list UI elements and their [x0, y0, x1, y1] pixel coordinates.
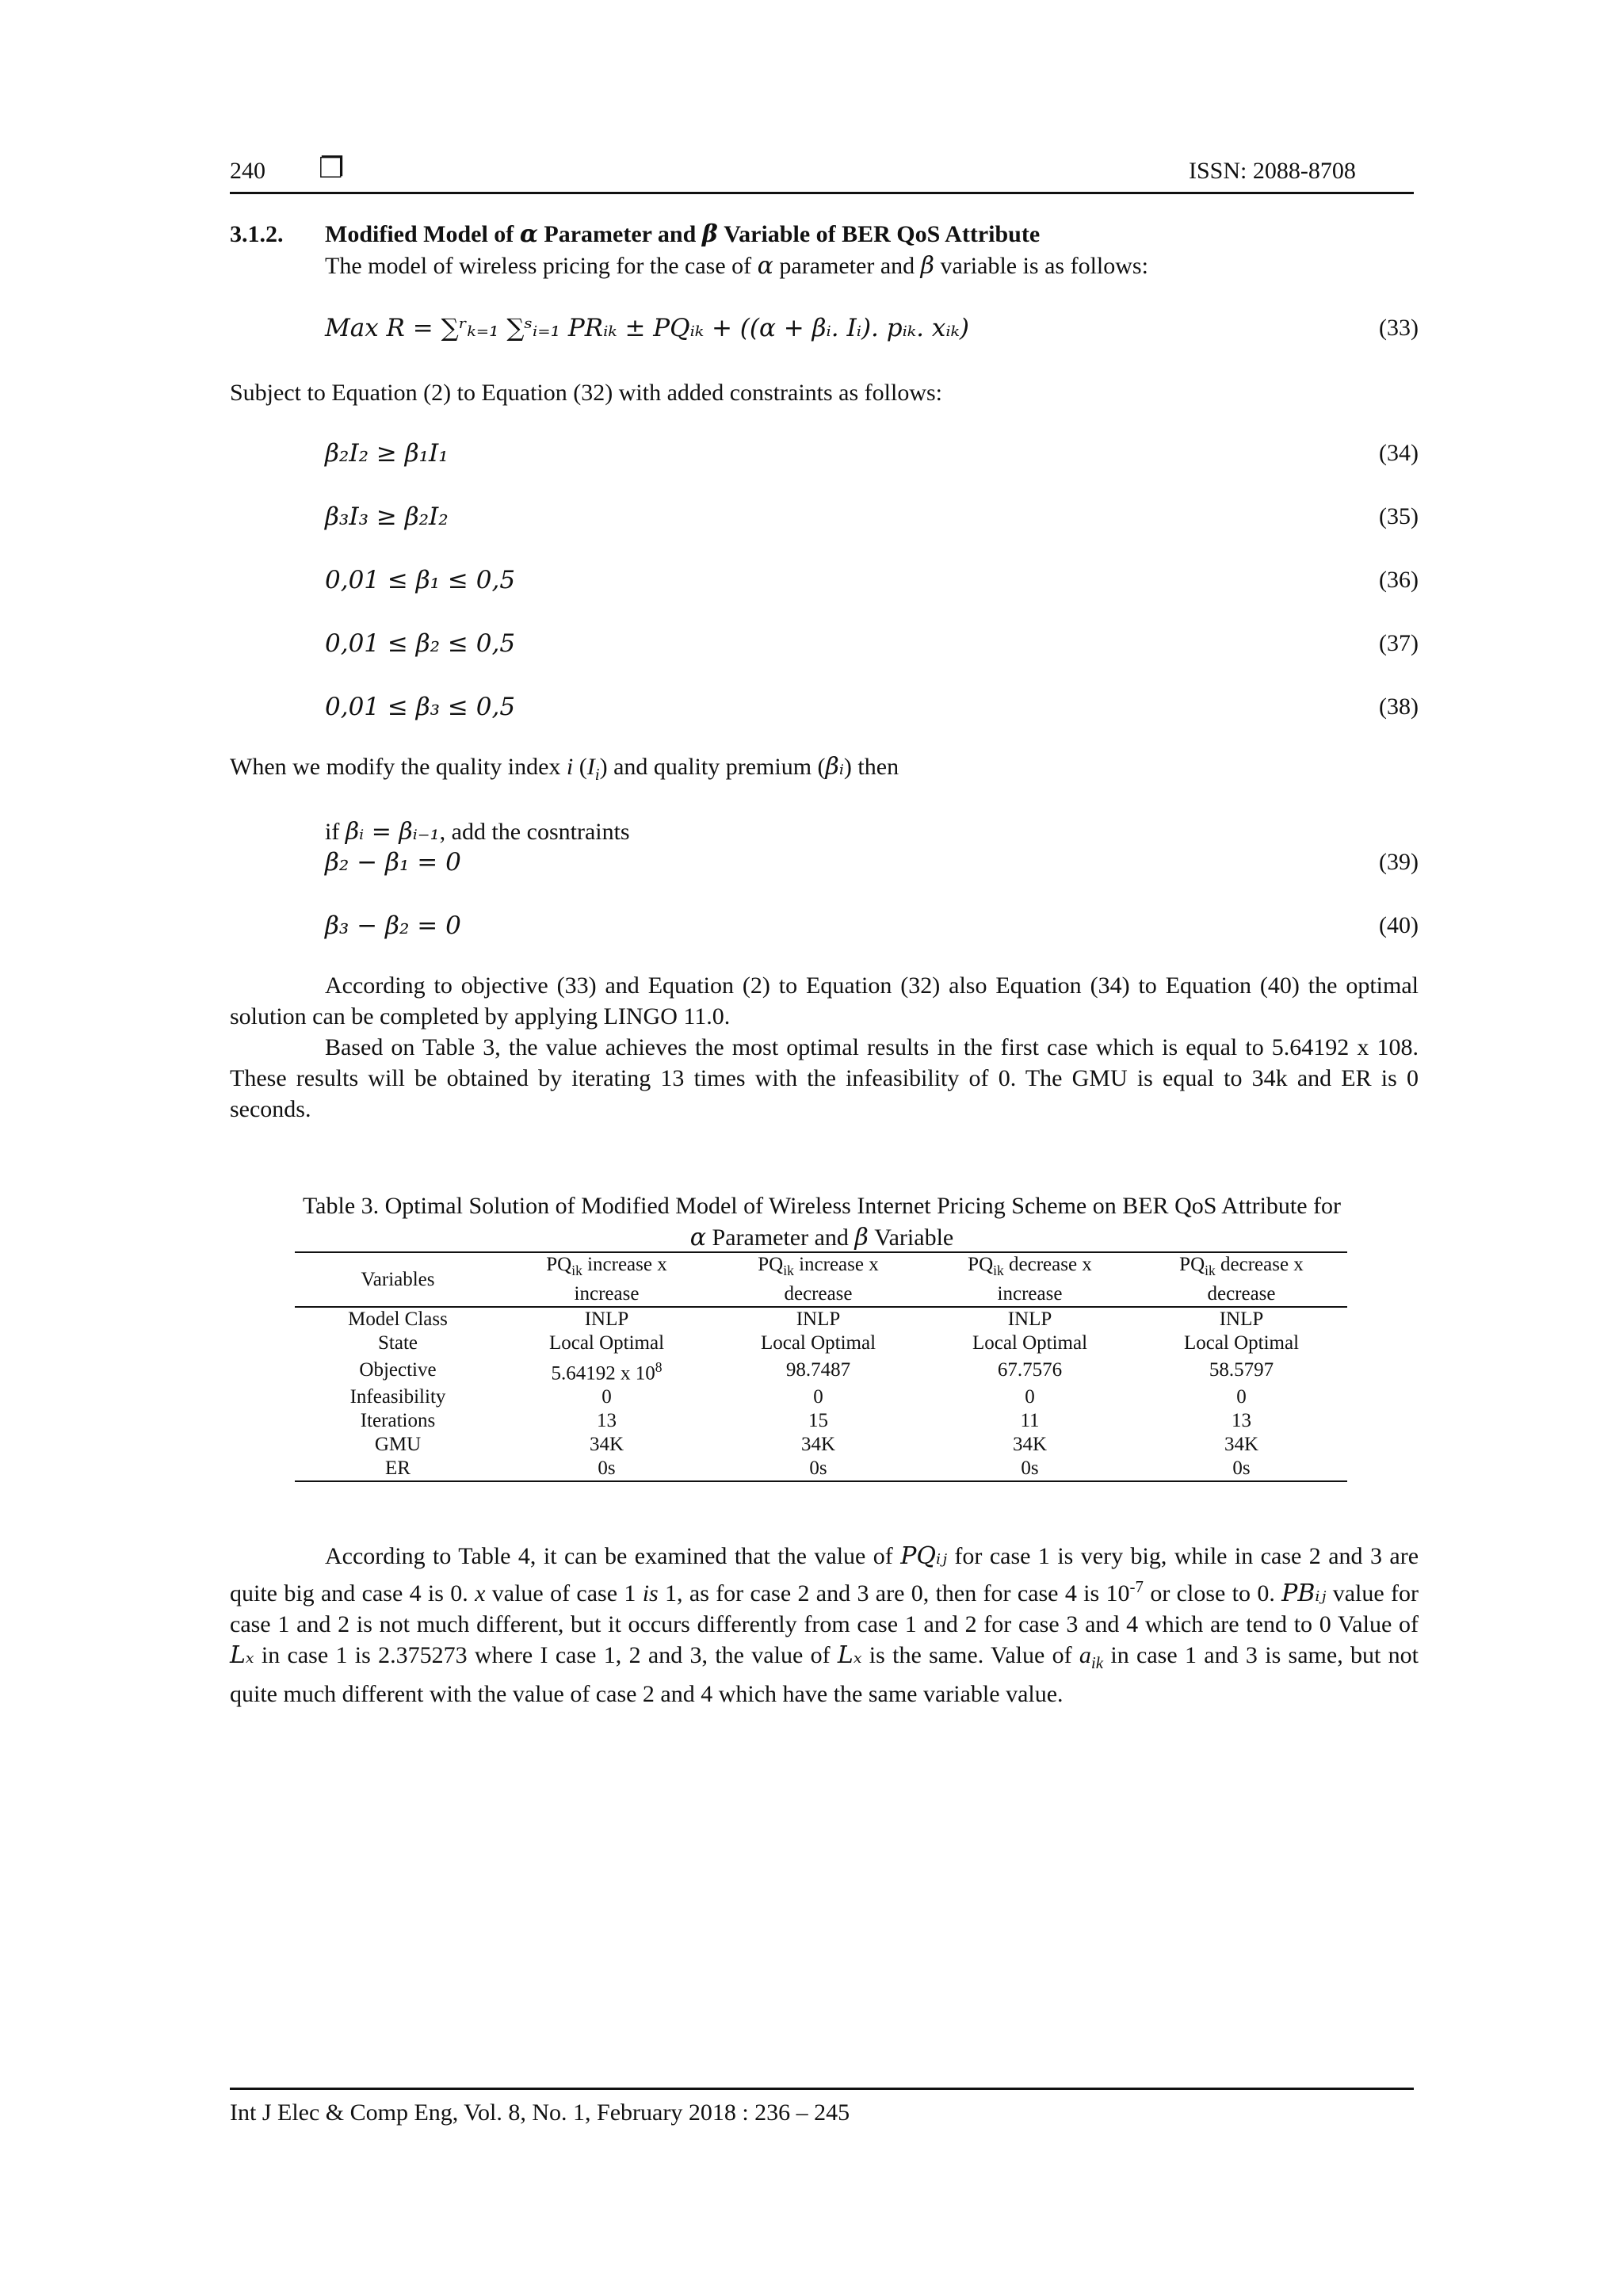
table-row	[295, 1433, 1347, 1457]
header-col-2-pq: PQ	[758, 1254, 784, 1275]
equation-38-number: (38)	[1379, 693, 1419, 720]
table-cell: 0s	[501, 1457, 712, 1481]
modify-beta-i: βᵢ	[825, 753, 844, 781]
p3-t2: for case 1 is very big, while in case 2 and 3 are quite big and case 4 is 0.	[230, 1543, 1419, 1606]
table-cell: 0s	[712, 1457, 924, 1481]
equation-37-number: (37)	[1379, 630, 1419, 656]
table-row	[295, 1457, 1347, 1481]
section-intro	[325, 250, 1148, 282]
modify-part4: ) then	[843, 754, 899, 780]
header-col-4-line1: decrease x	[1215, 1254, 1304, 1275]
table-cell: 13	[597, 1410, 617, 1432]
table-cell: 0	[1025, 1386, 1035, 1408]
table-caption-line1: Table 3. Optimal Solution of Modified Model of Wireless Internet Pricing Scheme on BER QoS Attribute for	[302, 1193, 1342, 1219]
header-variables: Variables	[295, 1253, 501, 1307]
p3-t9: in case 1 and 3 is same, but not quite much different with the value of case 2 and 4 which have the same variable value.	[230, 1642, 1419, 1707]
table-cell: INLP	[1007, 1308, 1052, 1330]
equation-36-number: (36)	[1379, 567, 1419, 593]
footer-rule	[230, 2088, 1414, 2090]
if-sentence	[325, 816, 630, 848]
table-cell: INLP	[796, 1308, 841, 1330]
table-row	[295, 1331, 1347, 1355]
p3-Lx-2: Lₓ	[837, 1641, 862, 1669]
row-label: State	[378, 1332, 418, 1354]
row-label: Iterations	[360, 1410, 436, 1432]
table-cell: INLP	[584, 1308, 629, 1330]
if-part2: , add the cosntraints	[439, 819, 630, 845]
equation-38	[0, 690, 1623, 724]
header-col-2-line2: decrease	[784, 1283, 853, 1305]
header-col-3-line1: decrease x	[1003, 1254, 1092, 1275]
subject-to-text: Subject to Equation (2) to Equation (32) with added constraints as follows:	[230, 380, 943, 406]
p3-t1: According to Table 4, it can be examined that the value of	[325, 1543, 901, 1569]
table-cell: 0	[1236, 1386, 1247, 1408]
results-table	[295, 1253, 1347, 1482]
modify-part3: ) and quality premium (	[599, 754, 826, 780]
issn: ISSN: 2088-8708	[1189, 158, 1356, 184]
table-row	[295, 1355, 1347, 1385]
table-row	[295, 1307, 1347, 1331]
p3-a: a	[1079, 1642, 1091, 1668]
table-cell: Local Optimal	[1183, 1332, 1300, 1354]
section-title	[325, 219, 1040, 250]
header-col-2	[712, 1253, 924, 1307]
table-caption-alpha: α	[689, 1224, 707, 1251]
section-intro-part2: parameter and	[773, 253, 921, 279]
equation-37	[0, 626, 1623, 661]
table-cell: 0	[601, 1386, 612, 1408]
equation-40	[0, 908, 1623, 943]
row-label: Objective	[359, 1359, 437, 1381]
p3-a-sub: ik	[1090, 1653, 1104, 1672]
p3-exponent: -7	[1129, 1577, 1144, 1596]
table-cell: Local Optimal	[548, 1332, 665, 1354]
if-part1: if	[325, 819, 346, 845]
footer-citation: Int J Elec & Comp Eng, Vol. 8, No. 1, February 2018 : 236 – 245	[230, 2099, 850, 2126]
section-intro-alpha: α	[757, 252, 773, 280]
equation-39-formula: β₂ − β₁ = 0	[325, 848, 461, 877]
equation-33-formula: Max R = ∑ʳₖ₌₁ ∑ˢᵢ₌₁ PRᵢₖ ± PQᵢₖ + ((α + βᵢ. Iᵢ). pᵢₖ. xᵢₖ)	[325, 314, 969, 342]
header-col-2-sub: ik	[783, 1263, 794, 1278]
p3-Lx-1: Lₓ	[230, 1641, 254, 1669]
equation-40-number: (40)	[1379, 912, 1419, 938]
modify-part2: (	[573, 754, 587, 780]
table-cell: INLP	[1219, 1308, 1264, 1330]
equation-40-formula: β₃ − β₂ = 0	[325, 911, 461, 940]
equation-39	[0, 845, 1623, 880]
p3-PQij: PQᵢⱼ	[900, 1542, 947, 1570]
p3-t3: value of case 1	[485, 1580, 643, 1606]
equation-35-formula: β₃I₃ ≥ β₂I₂	[325, 502, 449, 531]
paragraph-1: According to objective (33) and Equation (2) to Equation (32) also Equation (34) to Equation (40) the optimal solution can be completed by applying LINGO 11.0.	[230, 972, 1419, 1030]
modify-i: i	[566, 754, 574, 780]
p3-PBij: PBᵢⱼ	[1281, 1580, 1327, 1607]
equation-35	[0, 499, 1623, 534]
page-number: 240	[230, 158, 265, 184]
header-col-1	[501, 1253, 712, 1307]
modify-part1: When we modify the quality index	[230, 754, 567, 780]
p3-t5: or close to 0.	[1144, 1580, 1282, 1606]
section-number: 3.1.2.	[230, 221, 284, 247]
table-cell: 34K	[800, 1434, 836, 1456]
table-caption-beta: β	[854, 1224, 869, 1251]
table-cell	[501, 1355, 712, 1385]
header-col-1-pq: PQ	[546, 1254, 572, 1275]
header-col-1-line2: increase	[574, 1283, 640, 1305]
paragraph-2: Based on Table 3, the value achieves the most optimal results in the first case which is equal to 5.64192 x 108. These results will be obtained by iterating 13 times with the infeasibility of 0. The GMU is equal to 34k and ER is 0 seconds.	[230, 1034, 1419, 1122]
table-cell: 67.7576	[997, 1359, 1063, 1381]
results-table-wrap	[295, 1251, 1347, 1482]
modify-Ii: I	[586, 754, 595, 780]
equation-34	[0, 436, 1623, 471]
table-caption-end: Variable	[868, 1224, 954, 1251]
equation-37-formula: 0,01 ≤ β₂ ≤ 0,5	[325, 629, 516, 658]
table-caption-mid: Parameter and	[706, 1224, 855, 1251]
row-label: ER	[295, 1457, 501, 1481]
objective-value-1-exponent: 8	[655, 1359, 663, 1375]
equation-36-formula: 0,01 ≤ β₁ ≤ 0,5	[325, 566, 516, 594]
header-col-3-sub: ik	[993, 1263, 1004, 1278]
row-label: Model Class	[348, 1308, 448, 1330]
section-title-beta: β	[701, 220, 718, 248]
table-cell: 58.5797	[1209, 1359, 1274, 1381]
row-label: GMU	[374, 1434, 422, 1456]
table-cell: 15	[808, 1410, 828, 1432]
header-col-1-line1: increase x	[582, 1254, 667, 1275]
equation-38-formula: 0,01 ≤ β₃ ≤ 0,5	[325, 693, 516, 721]
header-col-4-sub: ik	[1205, 1263, 1216, 1278]
header-col-2-line1: increase x	[793, 1254, 879, 1275]
header-col-4-pq: PQ	[1179, 1254, 1205, 1275]
table-caption	[230, 1190, 1414, 1254]
section-title-part3: Variable of BER QoS Attribute	[717, 221, 1041, 247]
section-title-part1: Modified Model of	[325, 221, 520, 247]
modify-Ii-sub: i	[594, 765, 600, 784]
header-col-4-line2: decrease	[1207, 1283, 1276, 1305]
if-math: βᵢ = βᵢ₋₁	[345, 818, 440, 846]
table-cell: Local Optimal	[760, 1332, 876, 1354]
header-col-3	[924, 1253, 1136, 1307]
header-rule	[230, 192, 1414, 194]
section-intro-beta: β	[920, 252, 934, 280]
table-cell: 0s	[1136, 1457, 1347, 1481]
table-cell: Local Optimal	[972, 1332, 1088, 1354]
table-cell: 34K	[1012, 1434, 1048, 1456]
table-cell: 34K	[1224, 1434, 1259, 1456]
header-col-4	[1136, 1253, 1347, 1307]
table-cell: 34K	[589, 1434, 624, 1456]
table-cell: 0s	[924, 1457, 1136, 1481]
table-cell: 13	[1232, 1410, 1251, 1432]
square-icon: ❐	[319, 152, 345, 185]
table-cell: 0	[813, 1386, 823, 1408]
table-row	[295, 1409, 1347, 1433]
table-cell: 98.7487	[785, 1359, 851, 1381]
equation-36	[0, 563, 1623, 598]
table-caption-line2	[230, 1222, 1414, 1254]
equation-34-number: (34)	[1379, 440, 1419, 466]
header-col-3-pq: PQ	[968, 1254, 994, 1275]
section-title-alpha: α	[519, 220, 538, 248]
modify-sentence	[230, 751, 899, 790]
equation-33-number: (33)	[1379, 315, 1419, 341]
equation-35-number: (35)	[1379, 503, 1419, 529]
paragraph-3	[230, 1541, 1419, 1710]
p3-t8: is the same. Value of	[861, 1642, 1079, 1668]
p3-x: x	[475, 1580, 486, 1606]
p3-is: is	[642, 1580, 659, 1606]
p3-t6: value for case 1 and 2 is not much different, but it occurs differently from case 1 and 2 for case 3 and 4 which are tend to 0 Value of	[230, 1580, 1419, 1637]
table-header-row	[295, 1253, 1347, 1307]
header-col-3-line2: increase	[997, 1283, 1063, 1305]
table-cell: 11	[1020, 1410, 1040, 1432]
table-row	[295, 1385, 1347, 1409]
equation-34-formula: β₂I₂ ≥ β₁I₁	[325, 439, 449, 468]
section-title-part2: Parameter and	[537, 221, 702, 247]
equation-39-number: (39)	[1379, 849, 1419, 875]
header-col-1-sub: ik	[571, 1263, 582, 1278]
p3-t4: 1, as for case 2 and 3 are 0, then for case 4 is 10	[658, 1580, 1130, 1606]
row-label: Infeasibility	[349, 1386, 446, 1408]
p3-t7: in case 1 is 2.375273 where I case 1, 2 and 3, the value of	[254, 1642, 838, 1668]
section-intro-part1: The model of wireless pricing for the case of	[325, 253, 758, 279]
equation-33	[0, 311, 1623, 346]
section-intro-part3: variable is as follows:	[934, 253, 1148, 279]
objective-value-1: 5.64192 x 10	[551, 1362, 655, 1385]
